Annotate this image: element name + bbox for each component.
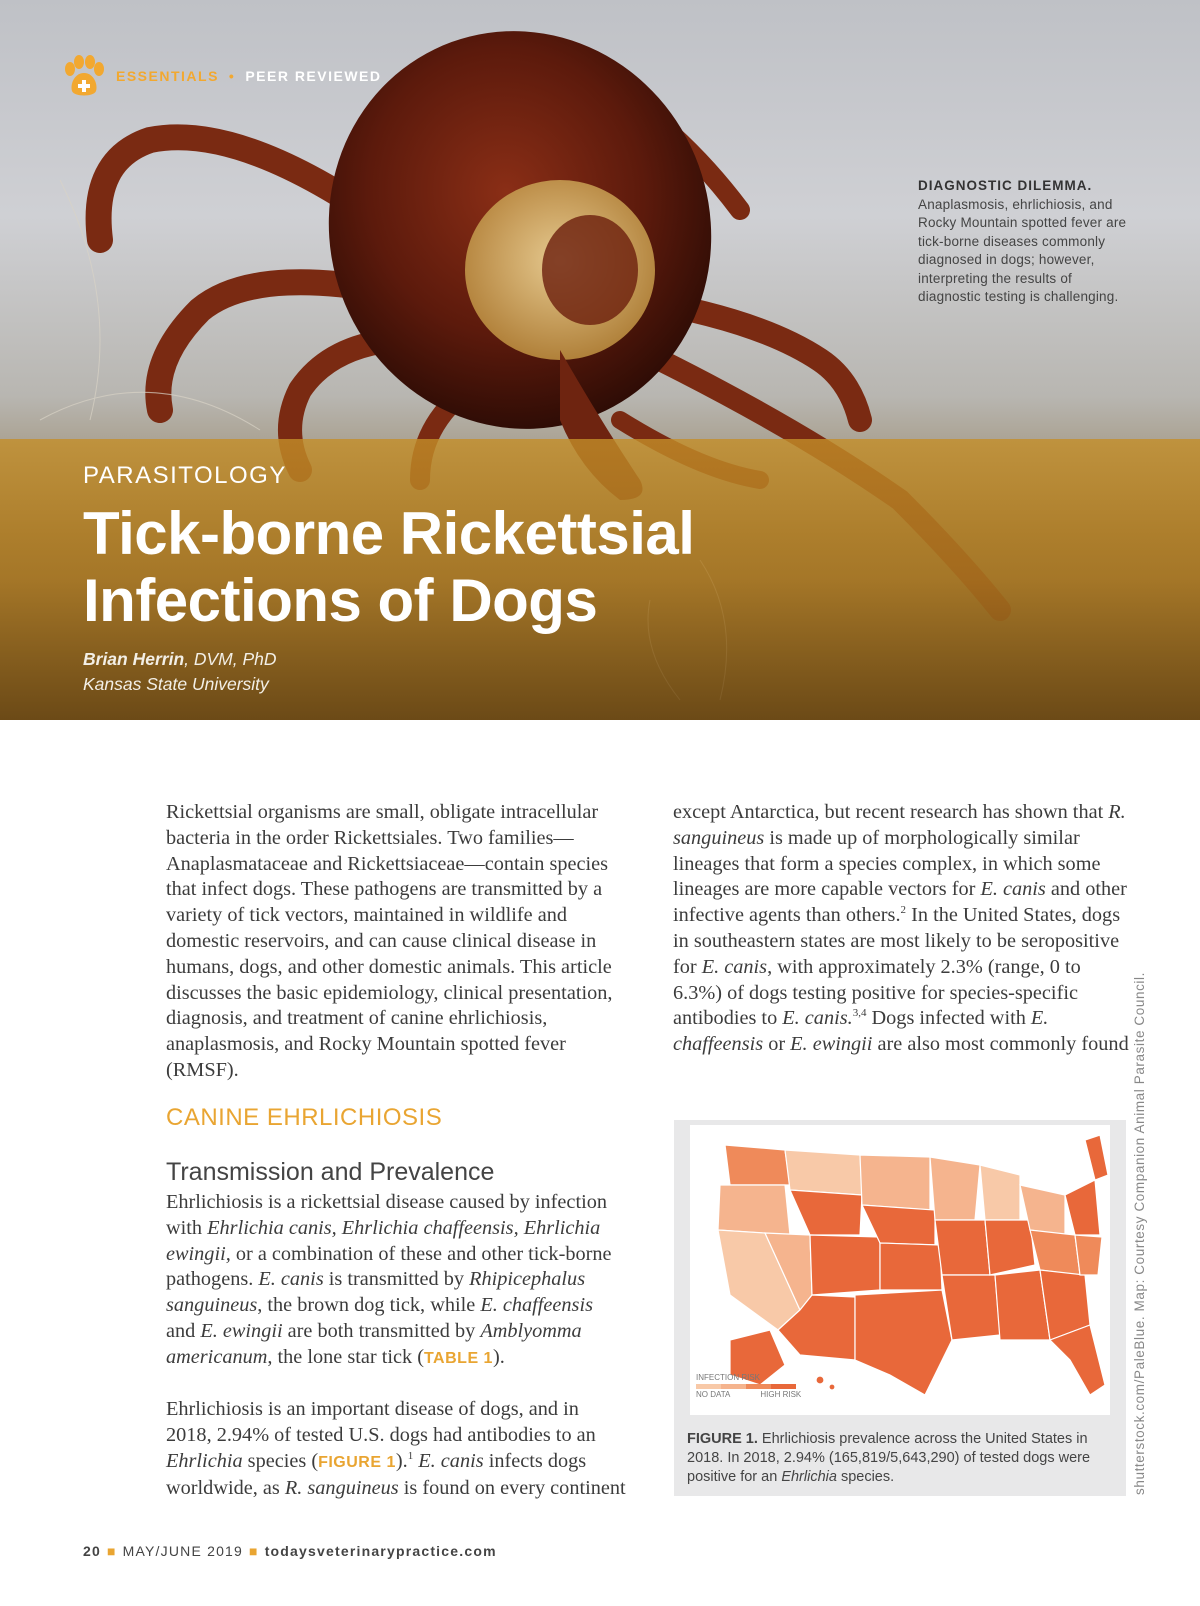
table-1-link[interactable]: TABLE 1 [423,1349,493,1367]
map-region-kentucky-tennessee [1030,1230,1080,1275]
map-region-montana [785,1150,862,1195]
article-title-line-1: Tick-borne Rickettsial [83,500,695,567]
section-label: PARASITOLOGY [83,462,287,489]
figure-label: FIGURE 1. [687,1431,758,1447]
kicker-essentials: ESSENTIALS [116,68,219,84]
legend-title: INFECTION RISK [696,1373,761,1382]
map-region-oregon-idaho [718,1185,790,1235]
map-region-colorado [810,1235,880,1295]
us-prevalence-map [690,1125,1110,1415]
map-region-iowa-missouri [935,1220,990,1275]
column-left-intro [166,800,626,1084]
figure-1-link[interactable]: FIGURE 1 [318,1453,396,1471]
footer: 20 ■ MAY/JUNE 2019 ■ todaysveterinarypractice.com [83,1543,497,1559]
photo-caption-text: Anaplasmosis, ehrlichiosis, and Rocky Mountain spotted fever are tick-borne diseases commonly diagnosed in dogs; however, interpreting the results of diagnostic testing is challenging. [918,196,1127,304]
column-right [673,800,1133,1058]
us-map [690,1125,1110,1415]
legend-high: HIGH RISK [760,1390,802,1399]
paragraph-continued: except Antarctica, but recent research has shown that R. sanguineus is made up of morphologically similar lineages that form a species complex, in which some lineages are more capable vectors for E. canis and other infective agents than others.$^2$ In the United States, dogs in southeastern states are most likely to be seropositive for E. canis, with approximately 2.3% (range, 0 to 6.3%) of dogs testing positive for species-specific antibodies to E. canis.$^{3,4}$ Dogs infected with E. chaffeensis or E. ewingii are also most commonly found [673,801,1129,1056]
map-region-texas [855,1290,952,1395]
map-region-new-england [1085,1135,1108,1180]
author-affiliation: Kansas State University [83,674,269,694]
site-link[interactable]: todaysveterinarypractice.com [264,1543,497,1559]
kicker-peer-reviewed: PEER REVIEWED [245,68,382,84]
figure-1 [674,1120,1126,1496]
map-region-arkansas-louisiana [942,1275,1000,1340]
map-region-michigan [980,1165,1020,1220]
paragraph-transmission: Ehrlichiosis is a rickettsial disease caused by infection with Ehrlichia canis, Ehrlichia chaffeensis, Ehrlichia ewingii, or a combination of these and other tick-borne pathogens. E. canis is transmitted by Rhipicephalus sanguineus, the brown dog tick, while E. chaffeensis and E. ewingii are both transmitted by Amblyomma americanum, the lone star tick (TABLE 1). [166,1191,612,1368]
intro-paragraph: Rickettsial organisms are small, obligate intracellular bacteria in the order Rickettsiales. Two families—Anaplasmataceae and Rickettsiaceae—contain species that infect dogs. These pathogens are transmitted by a variety of tick vectors, maintained in wildlife and domestic reservoirs, and can cause clinical disease in humans, dogs, and other domestic animals. This article discusses the basic epidemiology, clinical presentation, diagnosis, and treatment of canine ehrlichiosis, anaplasmosis, and Rocky Mountain spotted fever (RMSF). [166,801,613,1081]
byline [83,647,277,697]
map-region-virginia [1075,1235,1102,1275]
legend-low: NO DATA [696,1390,731,1399]
map-region-hawaii [816,1376,824,1384]
paragraph-prevalence: Ehrlichiosis is an important disease of dogs, and in 2018, 2.94% of tested U.S. dogs had antibodies to an Ehrlichia species (FIGURE 1).$^1$ E. canis infects dogs worldwide, as R. sanguineus is found on every continent [166,1398,626,1499]
photo-credit: shutterstock.com/PaleBlue. Map: Courtesy Companion Animal Parasite Council. [1132,972,1147,1495]
author-credentials: , DVM, PhD [184,649,277,669]
map-region-mid-atlantic [1065,1180,1100,1235]
article-title [83,500,843,634]
photo-caption [918,177,1138,307]
map-region-dakotas [860,1155,930,1210]
subheading: Transmission and Prevalence [166,1158,495,1186]
figure-caption: FIGURE 1. Ehrlichiosis prevalence across the United States in 2018. In 2018, 2.94% (165,819/5,643,290) of tested dogs were positive for an Ehrlichia species. [687,1431,1091,1485]
map-region-illinois-indiana [985,1220,1035,1275]
column-left-body [166,1190,626,1502]
kicker-separator: • [228,68,236,84]
paw-logo-icon [62,55,106,97]
map-region-wyoming [790,1190,862,1235]
photo-caption-title: DIAGNOSTIC DILEMMA. [918,178,1093,193]
map-region-minnesota-wisconsin [930,1157,980,1220]
section-heading: CANINE EHRLICHIOSIS [166,1104,443,1131]
kicker [62,55,382,97]
hero-photo [0,0,1200,720]
map-region-northwest [725,1145,790,1185]
author-name: Brian Herrin [83,649,185,669]
issue-date: MAY/JUNE 2019 [122,1543,244,1559]
map-region-kansas-oklahoma [880,1243,942,1290]
map-legend [696,1373,801,1399]
page-number: 20 [83,1543,101,1559]
article-title-line-2: Infections of Dogs [83,567,598,634]
